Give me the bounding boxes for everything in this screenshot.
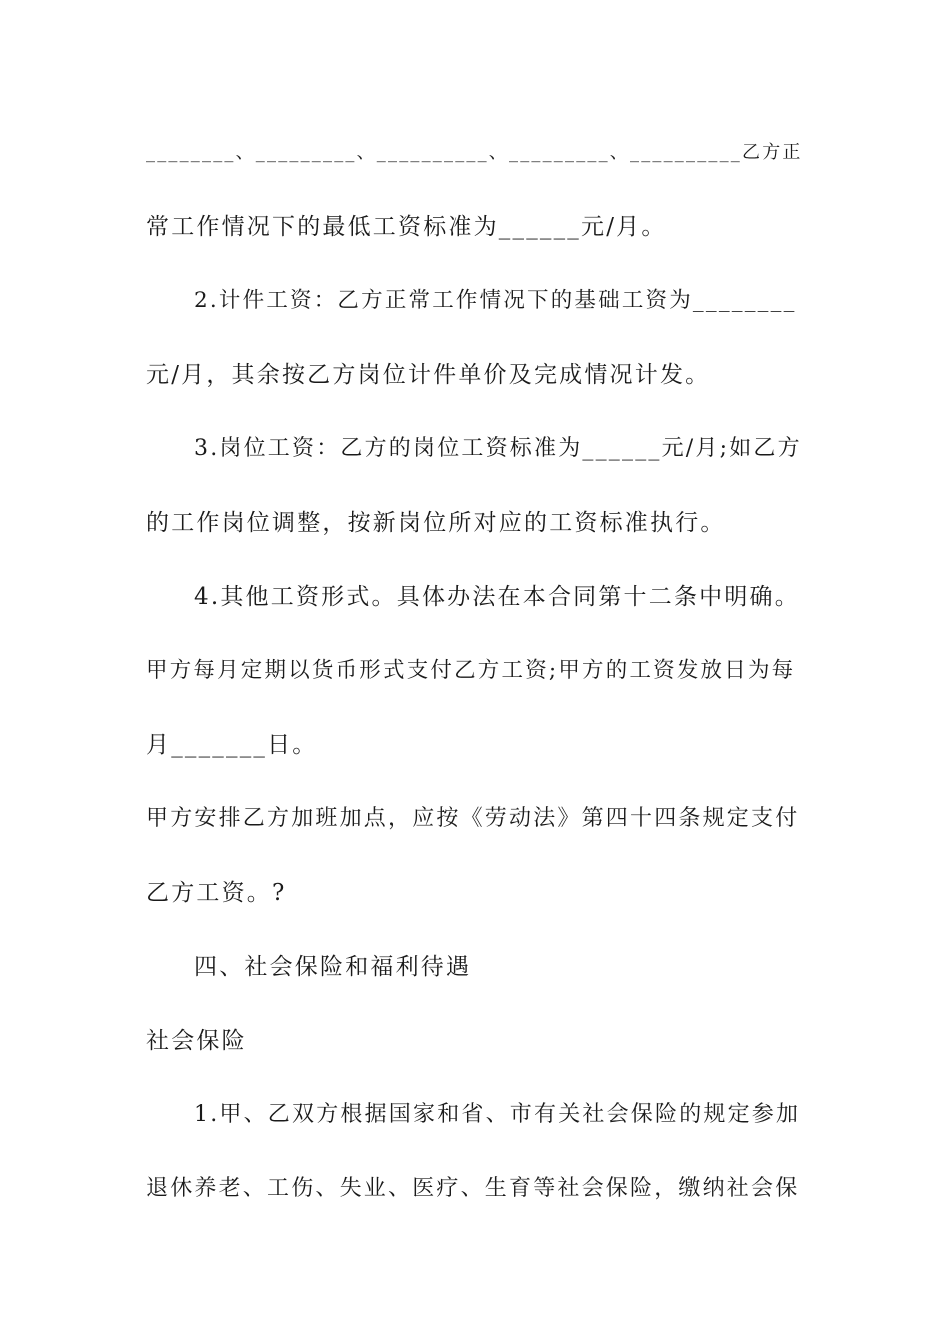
text-line: ________、_________、__________、_________、__________乙方正 <box>146 142 803 163</box>
section-heading: 四、社会保险和福利待遇 <box>194 954 472 980</box>
text-line: 常工作情况下的最低工资标准为______元/月。 <box>146 214 667 240</box>
text-line: 甲方安排乙方加班加点，应按《劳动法》第四十四条规定支付 <box>146 806 800 831</box>
text-line: 退休养老、工伤、失业、医疗、生育等社会保险，缴纳社会保 <box>146 1176 800 1201</box>
subsection-heading: 社会保险 <box>146 1028 247 1054</box>
text-line: 4.其他工资形式。具体办法在本合同第十二条中明确。 <box>194 584 800 610</box>
text-line: 元/月，其余按乙方岗位计件单价及完成情况计发。 <box>146 362 711 388</box>
text-line: 乙方工资。? <box>146 880 287 906</box>
text-line: 月_______日。 <box>146 732 318 758</box>
text-line: 3.岗位工资：乙方的岗位工资标准为______元/月;如乙方 <box>194 436 802 461</box>
text-line: 2.计件工资：乙方正常工作情况下的基础工资为________ <box>194 288 797 313</box>
text-line: 甲方每月定期以货币形式支付乙方工资;甲方的工资发放日为每 <box>146 658 796 683</box>
text-line: 的工作岗位调整，按新岗位所对应的工资标准执行。 <box>146 510 726 536</box>
text-line: 1.甲、乙双方根据国家和省、市有关社会保险的规定参加 <box>194 1102 801 1127</box>
